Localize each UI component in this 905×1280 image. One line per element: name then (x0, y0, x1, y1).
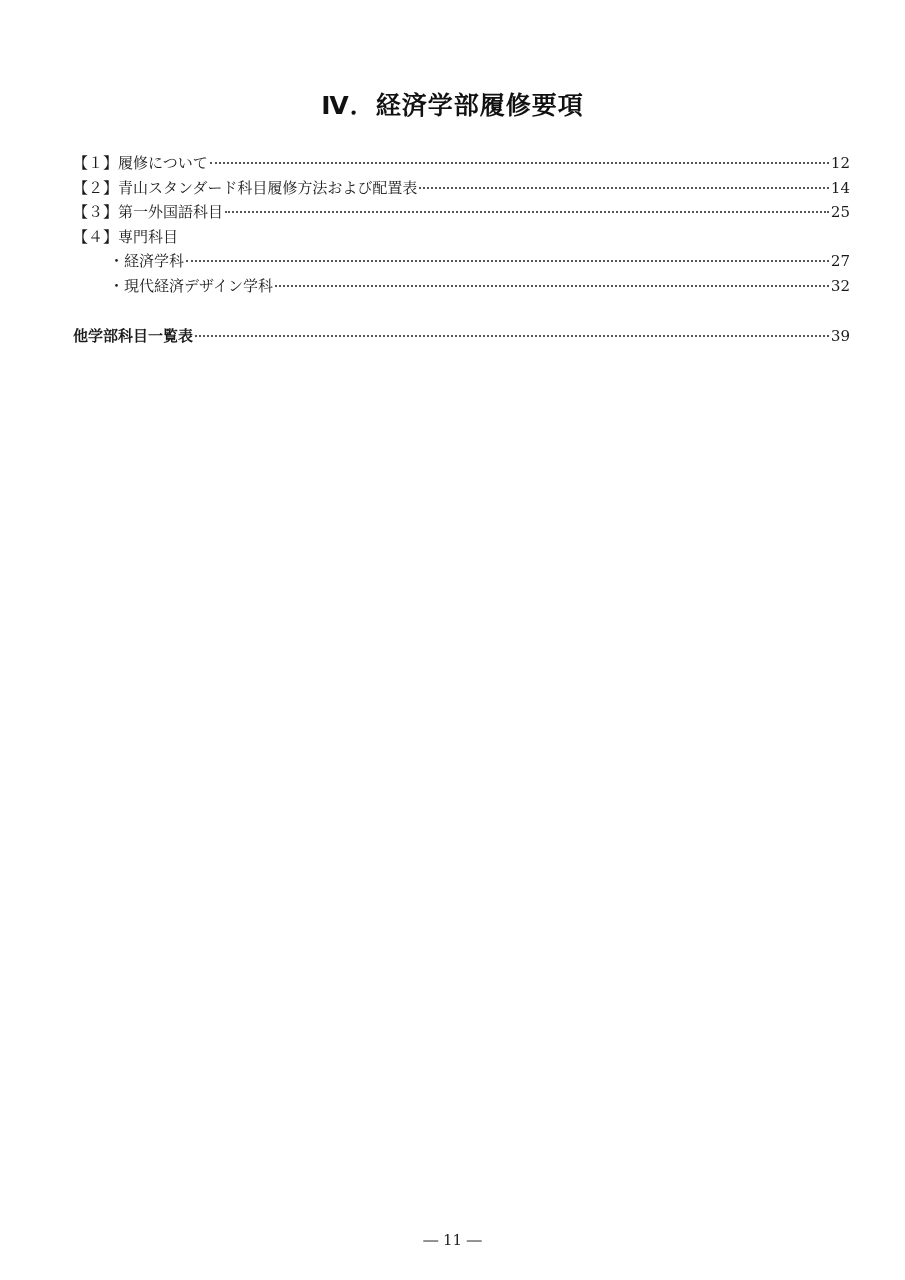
table-of-contents (73, 151, 850, 348)
dot-leader (210, 162, 829, 164)
toc-entry-economics-dept[interactable] (73, 249, 850, 274)
toc-entry-other-faculty-subjects[interactable] (73, 324, 850, 349)
toc-entry-modern-economic-design-dept[interactable] (73, 274, 850, 299)
toc-entry-course-registration[interactable] (73, 151, 850, 176)
dot-leader (419, 187, 829, 189)
toc-entry-label: 【２】青山スタンダード科目履修方法および配置表 (73, 178, 418, 197)
toc-entry-label: ・現代経済デザイン学科 (109, 276, 273, 295)
toc-entry-first-foreign-language[interactable] (73, 200, 850, 225)
dot-leader (186, 260, 829, 262)
toc-entry-page: 32 (830, 276, 850, 295)
page-number: ― 11 ― (423, 1231, 482, 1249)
toc-entry-label: 【４】専門科目 (73, 227, 179, 246)
page-title: Ⅳ．経済学部履修要項 (321, 91, 584, 120)
toc-entry-page: 12 (830, 154, 850, 172)
toc-entry-label: 【１】履修について (73, 154, 208, 172)
toc-entry-specialized-subjects (73, 225, 850, 250)
toc-entry-aoyama-standard[interactable] (73, 176, 850, 201)
dot-leader (195, 335, 829, 337)
toc-entry-page: 25 (830, 203, 850, 222)
dot-leader (225, 211, 829, 213)
dot-leader (275, 285, 829, 287)
toc-entry-label: ・経済学科 (109, 252, 185, 271)
toc-entry-label: 【３】第一外国語科目 (73, 203, 224, 222)
toc-entry-page: 39 (830, 326, 850, 345)
toc-entry-page: 27 (830, 252, 850, 271)
toc-entry-page: 14 (830, 178, 850, 197)
toc-entry-label: 他学部科目一覧表 (73, 326, 194, 345)
